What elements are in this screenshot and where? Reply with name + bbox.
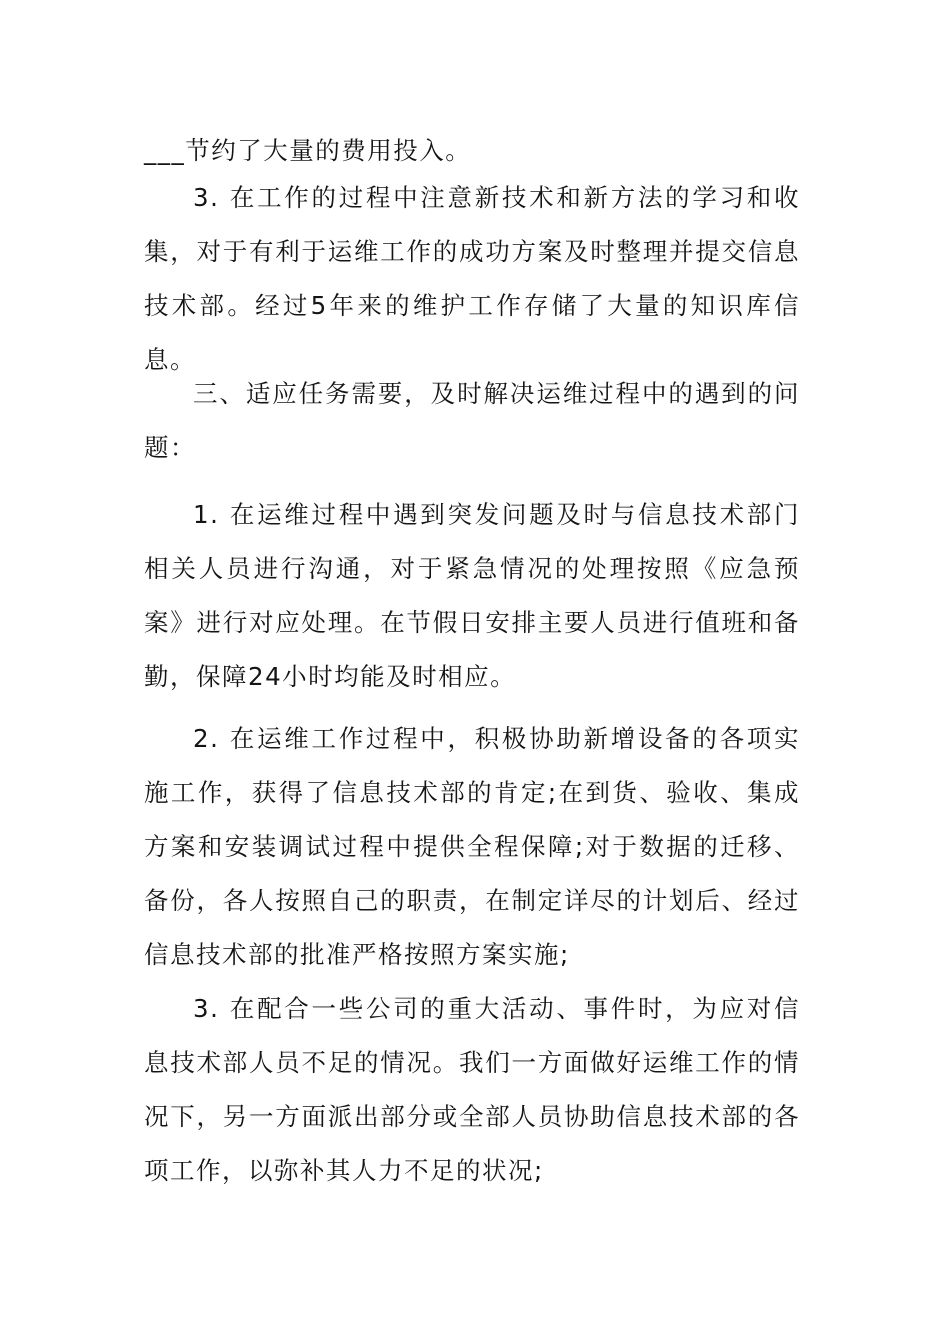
paragraph-knowledge-base: 3. 在工作的过程中注意新技术和新方法的学习和收集，对于有利于运维工作的成功方案及时整理并提交信息技术部。经过5年来的维护工作存储了大量的知识库信息。 [144, 183, 800, 374]
paragraph-cost-savings: ___节约了大量的费用投入。 [144, 136, 472, 165]
paragraph-new-equipment: 2. 在运维工作过程中，积极协助新增设备的各项实施工作，获得了信息技术部的肯定;在到货、验收、集成方案和安装调试过程中提供全程保障;对于数据的迁移、备份，各人按照自己的职责，在制定详尽的计划后、经过信息技术部的批准严格按照方案实施; [144, 724, 800, 969]
paragraph-emergency-response: 1. 在运维过程中遇到突发问题及时与信息技术部门相关人员进行沟通，对于紧急情况的处理按照《应急预案》进行对应处理。在节假日安排主要人员进行值班和备勤，保障24小时均能及时相应。 [144, 500, 800, 691]
section-heading-three: 三、适应任务需要，及时解决运维过程中的遇到的问题： [144, 379, 800, 462]
paragraph-staff-support: 3. 在配合一些公司的重大活动、事件时，为应对信息技术部人员不足的情况。我们一方面做好运维工作的情况下，另一方面派出部分或全部人员协助信息技术部的各项工作，以弥补其人力不足的状况; [144, 994, 800, 1185]
